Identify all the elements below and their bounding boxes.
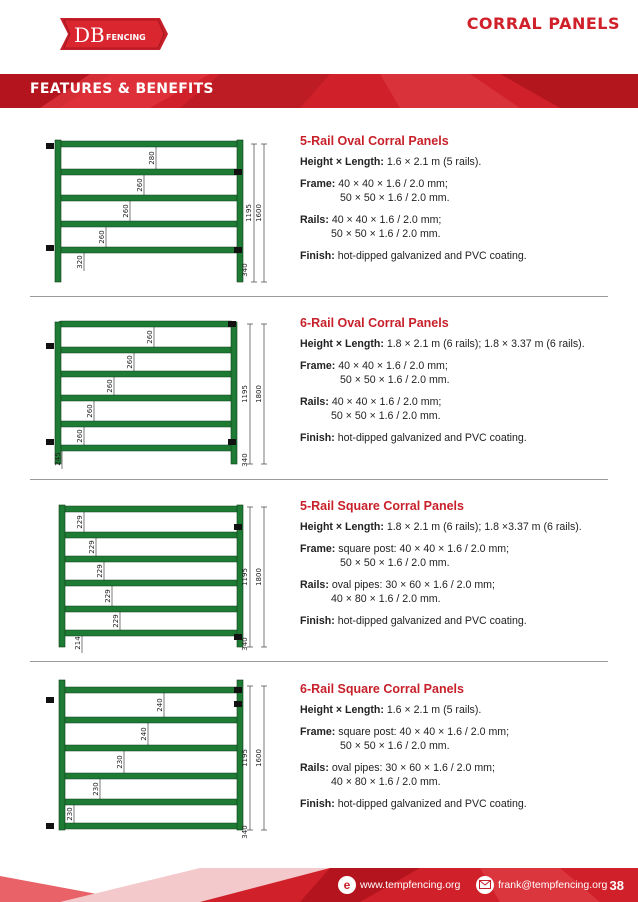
panel-post [59,680,65,830]
rail-bar [58,371,234,377]
panel-drawing [44,132,284,290]
dimension-label: 1195 [245,204,253,222]
website-link[interactable]: www.tempfencing.org [360,879,461,891]
rail-bar [62,717,240,723]
dimension-label: 1800 [255,568,263,586]
spec-value: oval pipes: 30 × 60 × 1.6 / 2.0 mm; [331,579,495,591]
rail-bar [58,247,240,253]
product-block [0,124,638,306]
rail-bar [62,630,240,636]
divider [30,661,608,662]
dimension-label: 260 [98,230,106,244]
spec-value: 40 × 80 × 1.6 / 2.0 mm. [331,776,441,788]
spec-label: Height × Length: [300,521,384,533]
dimension-label: 240 [140,727,148,741]
connector-clamp [46,245,54,251]
spec-value: 50 × 50 × 1.6 / 2.0 mm. [340,740,450,752]
rail-bar [62,506,240,512]
connector-clamp [234,524,242,530]
dimension-label: 229 [104,589,112,603]
rail-bar [62,556,240,562]
dimension-label: 230 [66,807,74,821]
dimension-label: 260 [76,429,84,443]
dimension-label: 260 [126,355,134,369]
rail-bar [62,799,240,805]
spec-value: 40 × 80 × 1.6 / 2.0 mm. [331,593,441,605]
rail-bar [58,321,234,327]
dimension-label: 260 [146,330,154,344]
spec-label: Frame: [300,543,336,555]
spec-label: Finish: [300,798,335,810]
band-title: FEATURES & BENEFITS [30,81,214,97]
dimension-label: 260 [106,379,114,393]
spec-value: 50 × 50 × 1.6 / 2.0 mm. [340,192,450,204]
panel-post [237,140,243,282]
dimension-label: 229 [112,614,120,628]
company-logo [60,14,168,54]
dimension-label: 245 [54,452,62,466]
connector-clamp [234,687,242,693]
spec-sheet [300,499,630,636]
spec-value: 1.8 × 2.1 m (6 rails); 1.8 × 3.37 m (6 rails). [386,338,585,350]
product-block [0,672,638,854]
dimension-label: 260 [122,204,130,218]
spec-sheet [300,134,630,271]
spec-label: Frame: [300,726,336,738]
panel-post [55,322,61,464]
dimension-label: 260 [136,178,144,192]
dimension-label: 1195 [241,749,249,767]
spec-label: Height × Length: [300,338,384,350]
product-title: 5-Rail Square Corral Panels [300,499,464,513]
dimension-label: 340 [241,637,249,651]
dimension-label: 240 [156,698,164,712]
spec-value: 50 × 50 × 1.6 / 2.0 mm. [331,410,441,422]
rail-bar [58,421,234,427]
product-block [0,489,638,671]
panel-post [59,505,65,647]
panel-drawing [44,314,284,472]
web-icon: e [338,876,356,894]
rail-bar [58,347,234,353]
dimension-label: 214 [74,636,82,650]
rail-bar [58,221,240,227]
dimension-label: 340 [241,453,249,467]
dimension-label: 320 [76,255,84,269]
product-title: 5-Rail Oval Corral Panels [300,134,449,148]
spec-label: Frame: [300,360,336,372]
spec-value: 40 × 40 × 1.6 / 2.0 mm; [331,214,442,226]
spec-value: hot-dipped galvanized and PVC coating. [337,615,527,627]
dimension-label: 340 [241,263,249,277]
dimension-label: 340 [241,825,249,839]
spec-label: Frame: [300,178,336,190]
page-number: 38 [609,878,624,893]
rail-bar [62,773,240,779]
spec-value: oval pipes: 30 × 60 × 1.6 / 2.0 mm; [331,762,495,774]
panel-post [55,140,61,282]
spec-value: hot-dipped galvanized and PVC coating. [337,432,527,444]
spec-value: 50 × 50 × 1.6 / 2.0 mm. [340,557,450,569]
envelope-icon [476,876,494,894]
rail-bar [62,580,240,586]
spec-label: Height × Length: [300,156,384,168]
divider [30,479,608,480]
rail-bar [62,687,240,693]
panel-drawing [44,680,284,838]
connector-clamp [46,343,54,349]
spec-label: Finish: [300,432,335,444]
dimension-label: 230 [116,755,124,769]
connector-clamp [234,247,242,253]
dimension-label: 1600 [255,749,263,767]
spec-value: 50 × 50 × 1.6 / 2.0 mm. [331,228,441,240]
spec-value: 40 × 40 × 1.6 / 2.0 mm; [338,360,448,372]
rail-bar [58,141,240,147]
rail-bar [58,445,234,451]
spec-value: 1.8 × 2.1 m (6 rails); 1.8 ×3.37 m (6 rails). [386,521,582,533]
spec-label: Rails: [300,579,329,591]
divider [30,296,608,297]
spec-label: Rails: [300,762,329,774]
product-title: 6-Rail Oval Corral Panels [300,316,449,330]
connector-clamp [46,439,54,445]
product-title: 6-Rail Square Corral Panels [300,682,464,696]
spec-sheet [300,316,630,453]
spec-label: Finish: [300,250,335,262]
connector-clamp [46,823,54,829]
spec-sheet [300,682,630,819]
dimension-label: 1600 [255,204,263,222]
rail-bar [58,195,240,201]
dimension-label: 229 [88,540,96,554]
panel-drawing [44,497,284,655]
dimension-label: 280 [148,151,156,165]
spec-value: 40 × 40 × 1.6 / 2.0 mm; [338,178,448,190]
connector-clamp [234,169,242,175]
rail-bar [58,169,240,175]
spec-value: 1.6 × 2.1 m (5 rails). [386,704,482,716]
rail-bar [62,532,240,538]
logo-small-text: FENCING [106,33,146,42]
dimension-label: 1195 [241,385,249,403]
dimension-label: 229 [96,564,104,578]
spec-value: square post: 40 × 40 × 1.6 / 2.0 mm; [338,543,510,555]
dimension-label: 229 [76,515,84,529]
connector-clamp [234,701,242,707]
spec-label: Height × Length: [300,704,384,716]
spec-value: hot-dipped galvanized and PVC coating. [337,798,527,810]
spec-value: square post: 40 × 40 × 1.6 / 2.0 mm; [338,726,510,738]
dimension-label: 260 [86,404,94,418]
rail-bar [58,395,234,401]
connector-clamp [228,321,236,327]
dimension-label: 1800 [255,385,263,403]
logo-letters: DB [74,23,105,47]
email-link[interactable]: frank@tempfencing.org [498,879,608,891]
rail-bar [62,745,240,751]
spec-value: 40 × 40 × 1.6 / 2.0 mm; [331,396,442,408]
rail-bar [62,606,240,612]
spec-label: Rails: [300,214,329,226]
product-block [0,306,638,488]
page-heading: CORRAL PANELS [466,14,620,33]
connector-clamp [46,143,54,149]
dimension-label: 1195 [241,568,249,586]
connector-clamp [46,697,54,703]
rail-bar [62,823,240,829]
dimension-label: 230 [92,782,100,796]
spec-value: 1.6 × 2.1 m (5 rails). [386,156,482,168]
spec-label: Finish: [300,615,335,627]
spec-value: hot-dipped galvanized and PVC coating. [337,250,527,262]
connector-clamp [228,439,236,445]
spec-value: 50 × 50 × 1.6 / 2.0 mm. [340,374,450,386]
spec-label: Rails: [300,396,329,408]
